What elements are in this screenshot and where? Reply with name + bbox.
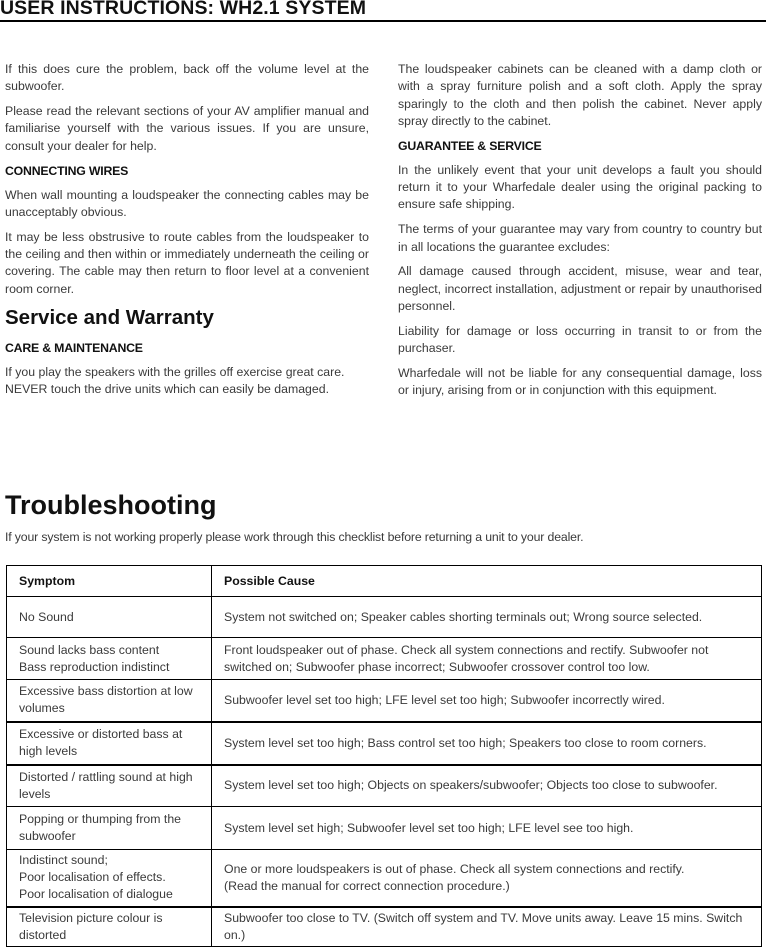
cause-text: Subwoofer level set too high; LFE level set too high; Subwoofer incorrectly wired. [224,692,665,707]
cause-cell [212,597,762,638]
table-row [7,850,762,907]
cause-text: Subwoofer too close to TV. (Switch off system and TV. Move units away. Leave 15 mins. Switch on.) [224,910,743,942]
paragraph: In the unlikely event that your unit develops a fault you should return it to your Wharfedale dealer using the original packing to ensure safe shipping. [398,162,762,212]
paragraph: The loudspeaker cabinets can be cleaned with a damp cloth or with a spray furniture polish and a soft cloth. Apply the spray sparingly to the cloth and then polish the cabinet. Never apply spray directly to the cabinet. [398,62,762,128]
symptom-text: Poor localisation of effects. [19,870,166,885]
table-row [7,597,762,638]
cause-text: System level set high; Subwoofer level set too high; LFE level see too high. [224,820,634,835]
symptom-text: Distorted / rattling sound at high levels [19,769,193,801]
cause-cell [212,680,762,722]
cause-text: (Read the manual for correct connection procedure.) [224,878,510,893]
troubleshooting-heading: Troubleshooting [5,490,217,520]
cause-cell [212,850,762,907]
symptom-cell [7,638,212,680]
symptom-text: Indistinct sound; [19,853,108,868]
paragraph: Wharfedale will not be liable for any consequential damage, loss or injury, arising from or in conjunction with this equipment. [398,366,762,398]
cause-text: System level set too high; Objects on speakers/subwoofer; Objects too close to subwoofer. [224,778,718,793]
page-title: USER INSTRUCTIONS: WH2.1 SYSTEM [0,0,367,19]
paragraph: The terms of your guarantee may vary from country to country but in all locations the guarantee excludes: [398,222,762,254]
cause-text: System not switched on; Speaker cables shorting terminals out; Wrong source selected. [224,609,703,624]
symptom-text: Sound lacks bass content [19,642,160,657]
troubleshooting-intro: If your system is not working properly please work through this checklist before returning a unit to your dealer. [5,530,584,544]
paragraph: If you play the speakers with the grilles off exercise great care. NEVER touch the drive units which can easily be damaged. [5,364,345,396]
cause-text: One or more loudspeakers is out of phase. Check all system connections and rectify. [224,861,685,876]
symptom-cell [7,680,212,722]
left-column [5,61,369,406]
symptom-cell [7,765,212,807]
troubleshooting-table [6,565,762,947]
paragraph: If this does cure the problem, back off the volume level at the subwoofer. [5,62,369,94]
symptom-column-header: Symptom [7,566,212,597]
cause-text: System level set too high; Bass control set too high; Speakers too close to room corners. [224,735,707,750]
connecting-wires-heading: CONNECTING WIRES [5,163,129,178]
symptom-cell [7,850,212,907]
guarantee-service-heading: GUARANTEE & SERVICE [398,138,542,153]
cause-column-header: Possible Cause [212,566,762,597]
right-column [398,61,762,407]
table-row [7,807,762,850]
symptom-cell [7,907,212,947]
table-row [7,638,762,680]
cause-cell [212,722,762,765]
table-row [7,907,762,947]
table-row [7,680,762,722]
table-header-row [7,566,762,597]
symptom-text: Excessive or distorted bass at high levels [19,727,183,758]
symptom-cell [7,722,212,765]
paragraph: It may be less obstrusive to route cables from the loudspeaker to the ceiling and then within or immediately underneath the ceiling or covering. The cable may then return to floor level at a convenient room corner. [5,229,369,296]
symptom-text: Bass reproduction indistinct [19,659,170,674]
service-warranty-heading: Service and Warranty [5,305,214,329]
paragraph: All damage caused through accident, misuse, wear and tear, neglect, incorrect installation, adjustment or repair by unauthorised personnel. [398,264,762,314]
symptom-text: Television picture colour is distorted [19,910,163,942]
cause-cell [212,765,762,807]
care-maintenance-heading: CARE & MAINTENANCE [5,340,143,355]
table-row [7,722,762,765]
symptom-text: Popping or thumping from the subwoofer [19,812,182,843]
paragraph: Please read the relevant sections of your AV amplifier manual and familiarise yourself with the various issues. If you are unsure, consult your dealer for help. [5,104,369,153]
symptom-cell [7,807,212,850]
paragraph: Liability for damage or loss occurring in transit to or from the purchaser. [398,323,762,356]
paragraph: When wall mounting a loudspeaker the connecting cables may be unacceptably obvious. [5,187,369,219]
symptom-text: Poor localisation of dialogue [19,887,173,902]
cause-cell [212,907,762,947]
title-rule [0,20,766,22]
cause-cell [212,638,762,680]
table-row [7,765,762,807]
cause-cell [212,807,762,850]
symptom-text: No Sound [19,609,74,624]
cause-text: Front loudspeaker out of phase. Check all system connections and rectify. Subwoofer not switched on; Subwoofer phase incorrect; Subwoofer crossover control too low. [224,642,709,674]
symptom-text: Excessive bass distortion at low volumes [19,684,193,716]
symptom-cell [7,597,212,638]
